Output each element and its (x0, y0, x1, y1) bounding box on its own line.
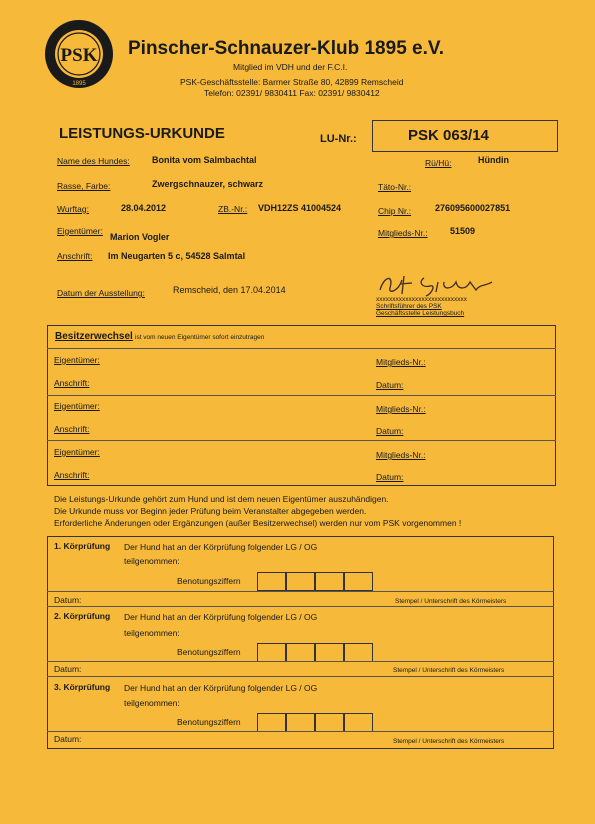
dog-name-label: Name des Hundes: (57, 156, 130, 166)
transfer-note: ist vom neuen Eigentümer sofort einzutragen (135, 334, 265, 341)
owner-member-number: 51509 (450, 226, 476, 236)
transfer1-address-label: Anschrift: (54, 378, 90, 388)
exam2-grade-boxes[interactable] (257, 643, 372, 662)
lu-label: LU-Nr.: (320, 133, 357, 145)
signature-text (380, 272, 385, 273)
transfer1-date-label: Datum: (376, 380, 404, 390)
owner-label: Eigentümer: (57, 226, 103, 236)
exam3-grade-boxes[interactable] (257, 713, 372, 732)
membership-line: Mitglied im VDH und der F.C.I. (233, 62, 348, 72)
notice-line-3: Erforderliche Änderungen oder Ergänzungen (außer Besitzerwechsel) werden nur vom PSK vorgenommen ! (54, 518, 462, 528)
exam1-stamp-label: Stempel / Unterschrift des Körmeisters (395, 598, 507, 605)
club-name: Pinscher-Schnauzer-Klub 1895 e.V. (128, 38, 445, 59)
exam1-grade-label: Benotungsziffern (177, 576, 241, 586)
exam3-stamp-label: Stempel / Unterschrift des Körmeisters (393, 738, 505, 745)
notice-line-2: Die Urkunde muss vor Beginn jeder Prüfung beim Veranstalter abgegeben werden. (54, 506, 367, 516)
owner-member-label: Mitglieds-Nr.: (378, 228, 428, 238)
owner-address-label: Anschrift: (57, 251, 93, 261)
transfer3-date-label: Datum: (376, 472, 404, 482)
exam3-text-2: teilgenommen: (124, 698, 180, 708)
transfer2-owner-label: Eigentümer: (54, 401, 100, 411)
whelped-label: Wurftag: (57, 204, 89, 214)
breed-value: Zwergschnauzer, schwarz (152, 179, 264, 189)
issue-date-label: Datum der Ausstellung: (57, 288, 145, 298)
signature-caption-1: Schriftsführer des PSK (376, 303, 442, 310)
contact-line: Telefon: 02391/ 9830411 Fax: 02391/ 9830412 (204, 88, 380, 98)
dog-name: Bonita vom Salmbachtal (152, 155, 257, 165)
club-logo (43, 18, 115, 90)
exam1-text-2: teilgenommen: (124, 556, 180, 566)
exam2-text-2: teilgenommen: (124, 628, 180, 638)
exam3-grade-label: Benotungsziffern (177, 717, 241, 727)
exam2-stamp-label: Stempel / Unterschrift des Körmeisters (393, 667, 505, 674)
transfer3-member-label: Mitglieds-Nr.: (376, 450, 426, 460)
transfer2-member-label: Mitglieds-Nr.: (376, 404, 426, 414)
office-line: PSK-Geschäftsstelle: Barmer Straße 80, 42899 Remscheid (180, 77, 404, 87)
owner-address: Im Neugarten 5 c, 54528 Salmtal (108, 251, 246, 261)
exam1-label: 1. Körprüfung (54, 541, 111, 551)
notice-line-1: Die Leistungs-Urkunde gehört zum Hund und ist dem neuen Eigentümer auszuhändigen. (54, 494, 389, 504)
logo-letters: PSK (60, 45, 98, 66)
exam1-text-1: Der Hund hat an der Körprüfung folgender LG / OG (124, 542, 318, 552)
exam1-date-label: Datum: (54, 595, 82, 605)
exam2-grade-label: Benotungsziffern (177, 647, 241, 657)
sex-label: Rü/Hü: (425, 158, 452, 168)
transfer3-address-label: Anschrift: (54, 470, 90, 480)
exam1-grade-boxes[interactable] (257, 572, 372, 591)
ownership-transfer-table (47, 325, 556, 486)
tattoo-label: Täto-Nr.: (378, 182, 412, 192)
transfer3-owner-label: Eigentümer: (54, 447, 100, 457)
transfer2-date-label: Datum: (376, 426, 404, 436)
exam2-date-label: Datum: (54, 664, 82, 674)
exam3-text-1: Der Hund hat an der Körprüfung folgender LG / OG (124, 683, 318, 693)
exam2-label: 2. Körprüfung (54, 611, 111, 621)
transfer-title: Besitzerwechsel (55, 331, 133, 342)
lu-number: PSK 063/14 (408, 127, 489, 144)
chip-label: Chip Nr.: (378, 206, 412, 216)
chip-value: 276095600027851 (435, 203, 511, 213)
exam2-text-1: Der Hund hat an der Körprüfung folgender LG / OG (124, 612, 318, 622)
zb-label: ZB.-Nr.: (218, 204, 248, 214)
logo-year: 1895 (72, 81, 86, 87)
breed-label: Rasse, Farbe: (57, 181, 111, 191)
exam3-label: 3. Körprüfung (54, 682, 111, 692)
signature-caption-2: Geschäftsstelle Leistungsbuch (376, 310, 465, 317)
transfer1-member-label: Mitglieds-Nr.: (376, 357, 426, 367)
transfer1-owner-label: Eigentümer: (54, 355, 100, 365)
zb-value: VDH12ZS 41004524 (258, 203, 342, 213)
issue-date-value: Remscheid, den 17.04.2014 (173, 285, 286, 295)
certificate-title: LEISTUNGS-URKUNDE (59, 125, 225, 142)
sex-value: Hündin (478, 155, 509, 165)
signature-line: xxxxxxxxxxxxxxxxxxxxxxxxxxxx (376, 296, 467, 303)
owner-name: Marion Vogler (110, 232, 170, 242)
transfer2-address-label: Anschrift: (54, 424, 90, 434)
whelped-value: 28.04.2012 (121, 203, 167, 213)
exam3-date-label: Datum: (54, 734, 82, 744)
